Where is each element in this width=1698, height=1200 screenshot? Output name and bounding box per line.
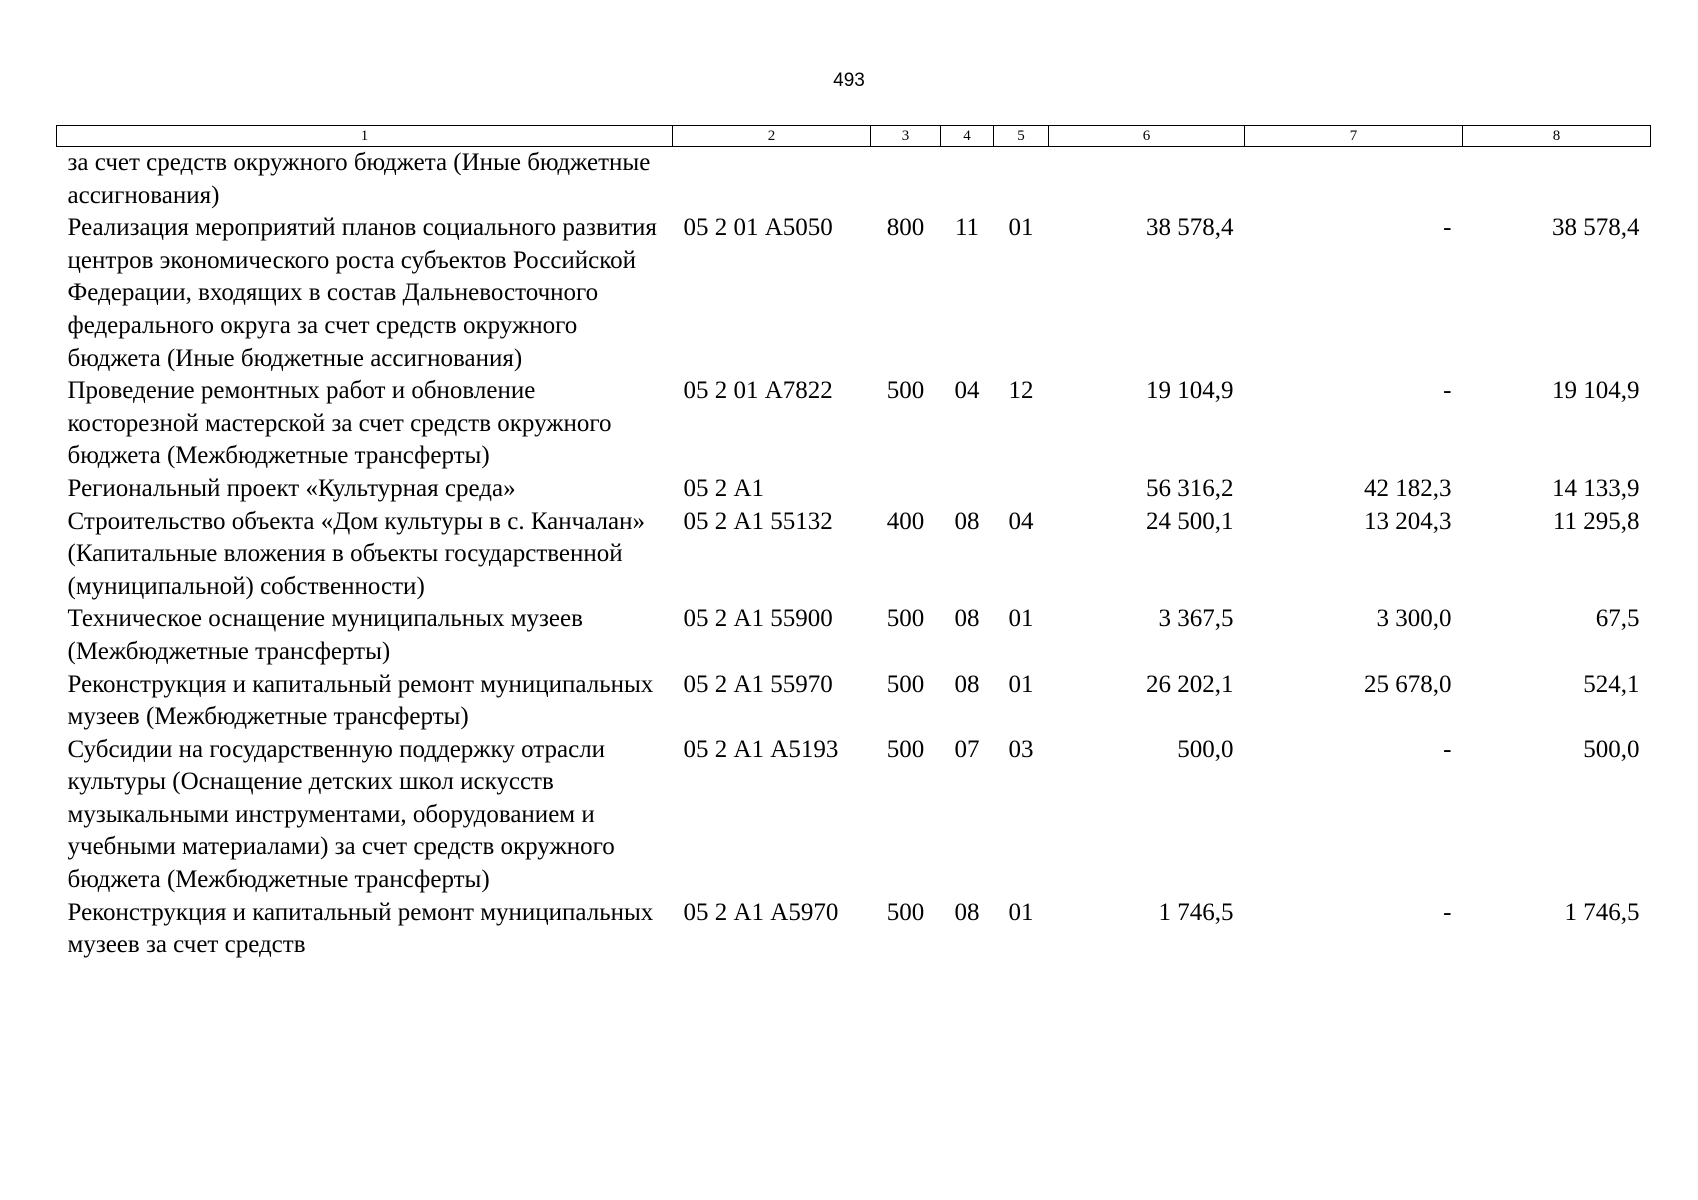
target-article-code	[673, 147, 871, 213]
target-article-code: 05 2 А1 55900	[683, 605, 833, 633]
item-name: Субсидии на государственную поддержку отрасли культуры (Оснащение детских школ искусств музыкальными инструментами, оборудованием и учебными материалами) за счет средств окружного бюджета (Межбюджетные трансферты)	[67, 735, 615, 894]
subsection-code: 01	[1008, 605, 1034, 633]
section-code: 07	[954, 735, 980, 763]
table-row	[57, 506, 1651, 604]
expense-type-code: 500	[886, 605, 925, 633]
target-article-code: 05 2 А1 55132	[683, 507, 833, 535]
subsection-code	[994, 473, 1049, 506]
column-header-4: 4	[941, 126, 994, 147]
item-name: Реконструкция и капитальный ремонт муниципальных музеев (Межбюджетные трансферты)	[67, 670, 654, 731]
subsection-code: 01	[1008, 898, 1034, 926]
regional-amount: 19 104,9	[1552, 377, 1640, 405]
column-header-6: 6	[1049, 126, 1245, 147]
federal-amount: 42 182,3	[1364, 474, 1452, 502]
subsection-code: 04	[1008, 507, 1034, 535]
section-code: 04	[954, 377, 980, 405]
column-header-5: 5	[994, 126, 1049, 147]
expense-type-code: 400	[886, 507, 925, 535]
federal-amount: 25 678,0	[1364, 670, 1452, 698]
target-article-code: 05 2 А1 55970	[683, 670, 833, 698]
section-code	[941, 147, 994, 213]
column-header-7: 7	[1245, 126, 1463, 147]
regional-amount: 38 578,4	[1552, 214, 1640, 242]
regional-amount: 11 295,8	[1552, 507, 1640, 535]
expense-type-code	[871, 473, 941, 506]
regional-amount: 1 746,5	[1564, 898, 1640, 926]
page-number: 493	[833, 70, 865, 91]
total-amount: 56 316,2	[1146, 474, 1234, 502]
item-name: Техническое оснащение муниципальных музеев (Межбюджетные трансферты)	[67, 605, 583, 665]
federal-amount: 13 204,3	[1364, 507, 1452, 535]
subsection-code: 01	[1008, 670, 1034, 698]
expense-type-code: 500	[886, 898, 925, 926]
total-amount: 19 104,9	[1146, 377, 1234, 405]
column-header-1: 1	[57, 126, 673, 147]
table-row	[57, 734, 1651, 897]
column-header-8: 8	[1463, 126, 1651, 147]
subsection-code: 01	[1008, 214, 1034, 242]
expense-type-code: 800	[886, 214, 925, 242]
subsection-code	[994, 147, 1049, 213]
column-header-2: 2	[673, 126, 871, 147]
federal-amount: -	[1443, 898, 1452, 926]
table-row	[57, 212, 1651, 375]
regional-amount: 67,5	[1595, 605, 1640, 633]
item-name: Проведение ремонтных работ и обновление косторезной мастерской за счет средств окружного бюджета (Межбюджетные трансферты)	[67, 377, 612, 470]
table-row	[57, 375, 1651, 473]
federal-amount: 3 300,0	[1376, 605, 1452, 633]
target-article-code: 05 2 А1	[683, 474, 765, 502]
regional-amount: 500,0	[1583, 735, 1640, 763]
expense-type-code: 500	[886, 735, 925, 763]
regional-amount: 524,1	[1583, 670, 1640, 698]
section-code: 08	[954, 898, 980, 926]
federal-amount: -	[1443, 214, 1452, 242]
total-amount: 38 578,4	[1146, 214, 1234, 242]
budget-table	[56, 125, 1651, 962]
table-row	[57, 473, 1651, 506]
total-amount: 500,0	[1177, 735, 1234, 763]
section-code: 11	[954, 214, 980, 242]
item-name: Строительство объекта «Дом культуры в с. Канчалан» (Капитальные вложения в объекты государственной (муниципальной) собственности)	[67, 507, 645, 600]
column-header-3: 3	[871, 126, 941, 147]
federal-amount: -	[1443, 377, 1452, 405]
regional-amount	[1463, 147, 1651, 213]
federal-amount	[1245, 147, 1463, 213]
table-row	[57, 897, 1651, 962]
section-code: 08	[954, 507, 980, 535]
item-name: Региональный проект «Культурная среда»	[67, 474, 516, 502]
section-code: 08	[954, 670, 980, 698]
expense-type-code: 500	[886, 670, 925, 698]
section-code: 08	[954, 605, 980, 633]
subsection-code: 12	[1008, 377, 1034, 405]
item-name: Реконструкция и капитальный ремонт муниципальных музеев за счет средств	[67, 898, 654, 959]
table-header	[57, 126, 1651, 147]
item-name: за счет средств окружного бюджета (Иные бюджетные ассигнования)	[67, 149, 651, 209]
table-row	[57, 603, 1651, 668]
total-amount: 1 746,5	[1158, 898, 1234, 926]
item-name: Реализация мероприятий планов социального развития центров экономического роста субъектов Российской Федерации, входящих в состав Дальневосточного федерального округа за счет средств окружного бюджета (Иные бюджетные ассигнования)	[67, 214, 657, 372]
section-code	[941, 473, 994, 506]
expense-type-code	[871, 147, 941, 213]
regional-amount: 14 133,9	[1552, 474, 1640, 502]
target-article-code: 05 2 А1 А5193	[683, 735, 839, 763]
table-body	[57, 147, 1651, 962]
total-amount: 26 202,1	[1146, 670, 1234, 698]
target-article-code: 05 2 01 А5050	[683, 214, 833, 242]
expense-type-code: 500	[886, 377, 925, 405]
total-amount: 24 500,1	[1146, 507, 1234, 535]
table-row	[57, 147, 1651, 213]
total-amount: 3 367,5	[1158, 605, 1234, 633]
table-row	[57, 669, 1651, 734]
federal-amount: -	[1443, 735, 1452, 763]
subsection-code: 03	[1008, 735, 1034, 763]
header-row	[57, 126, 1651, 147]
target-article-code: 05 2 01 А7822	[683, 377, 833, 405]
target-article-code: 05 2 А1 А5970	[683, 898, 839, 926]
total-amount	[1049, 147, 1245, 213]
